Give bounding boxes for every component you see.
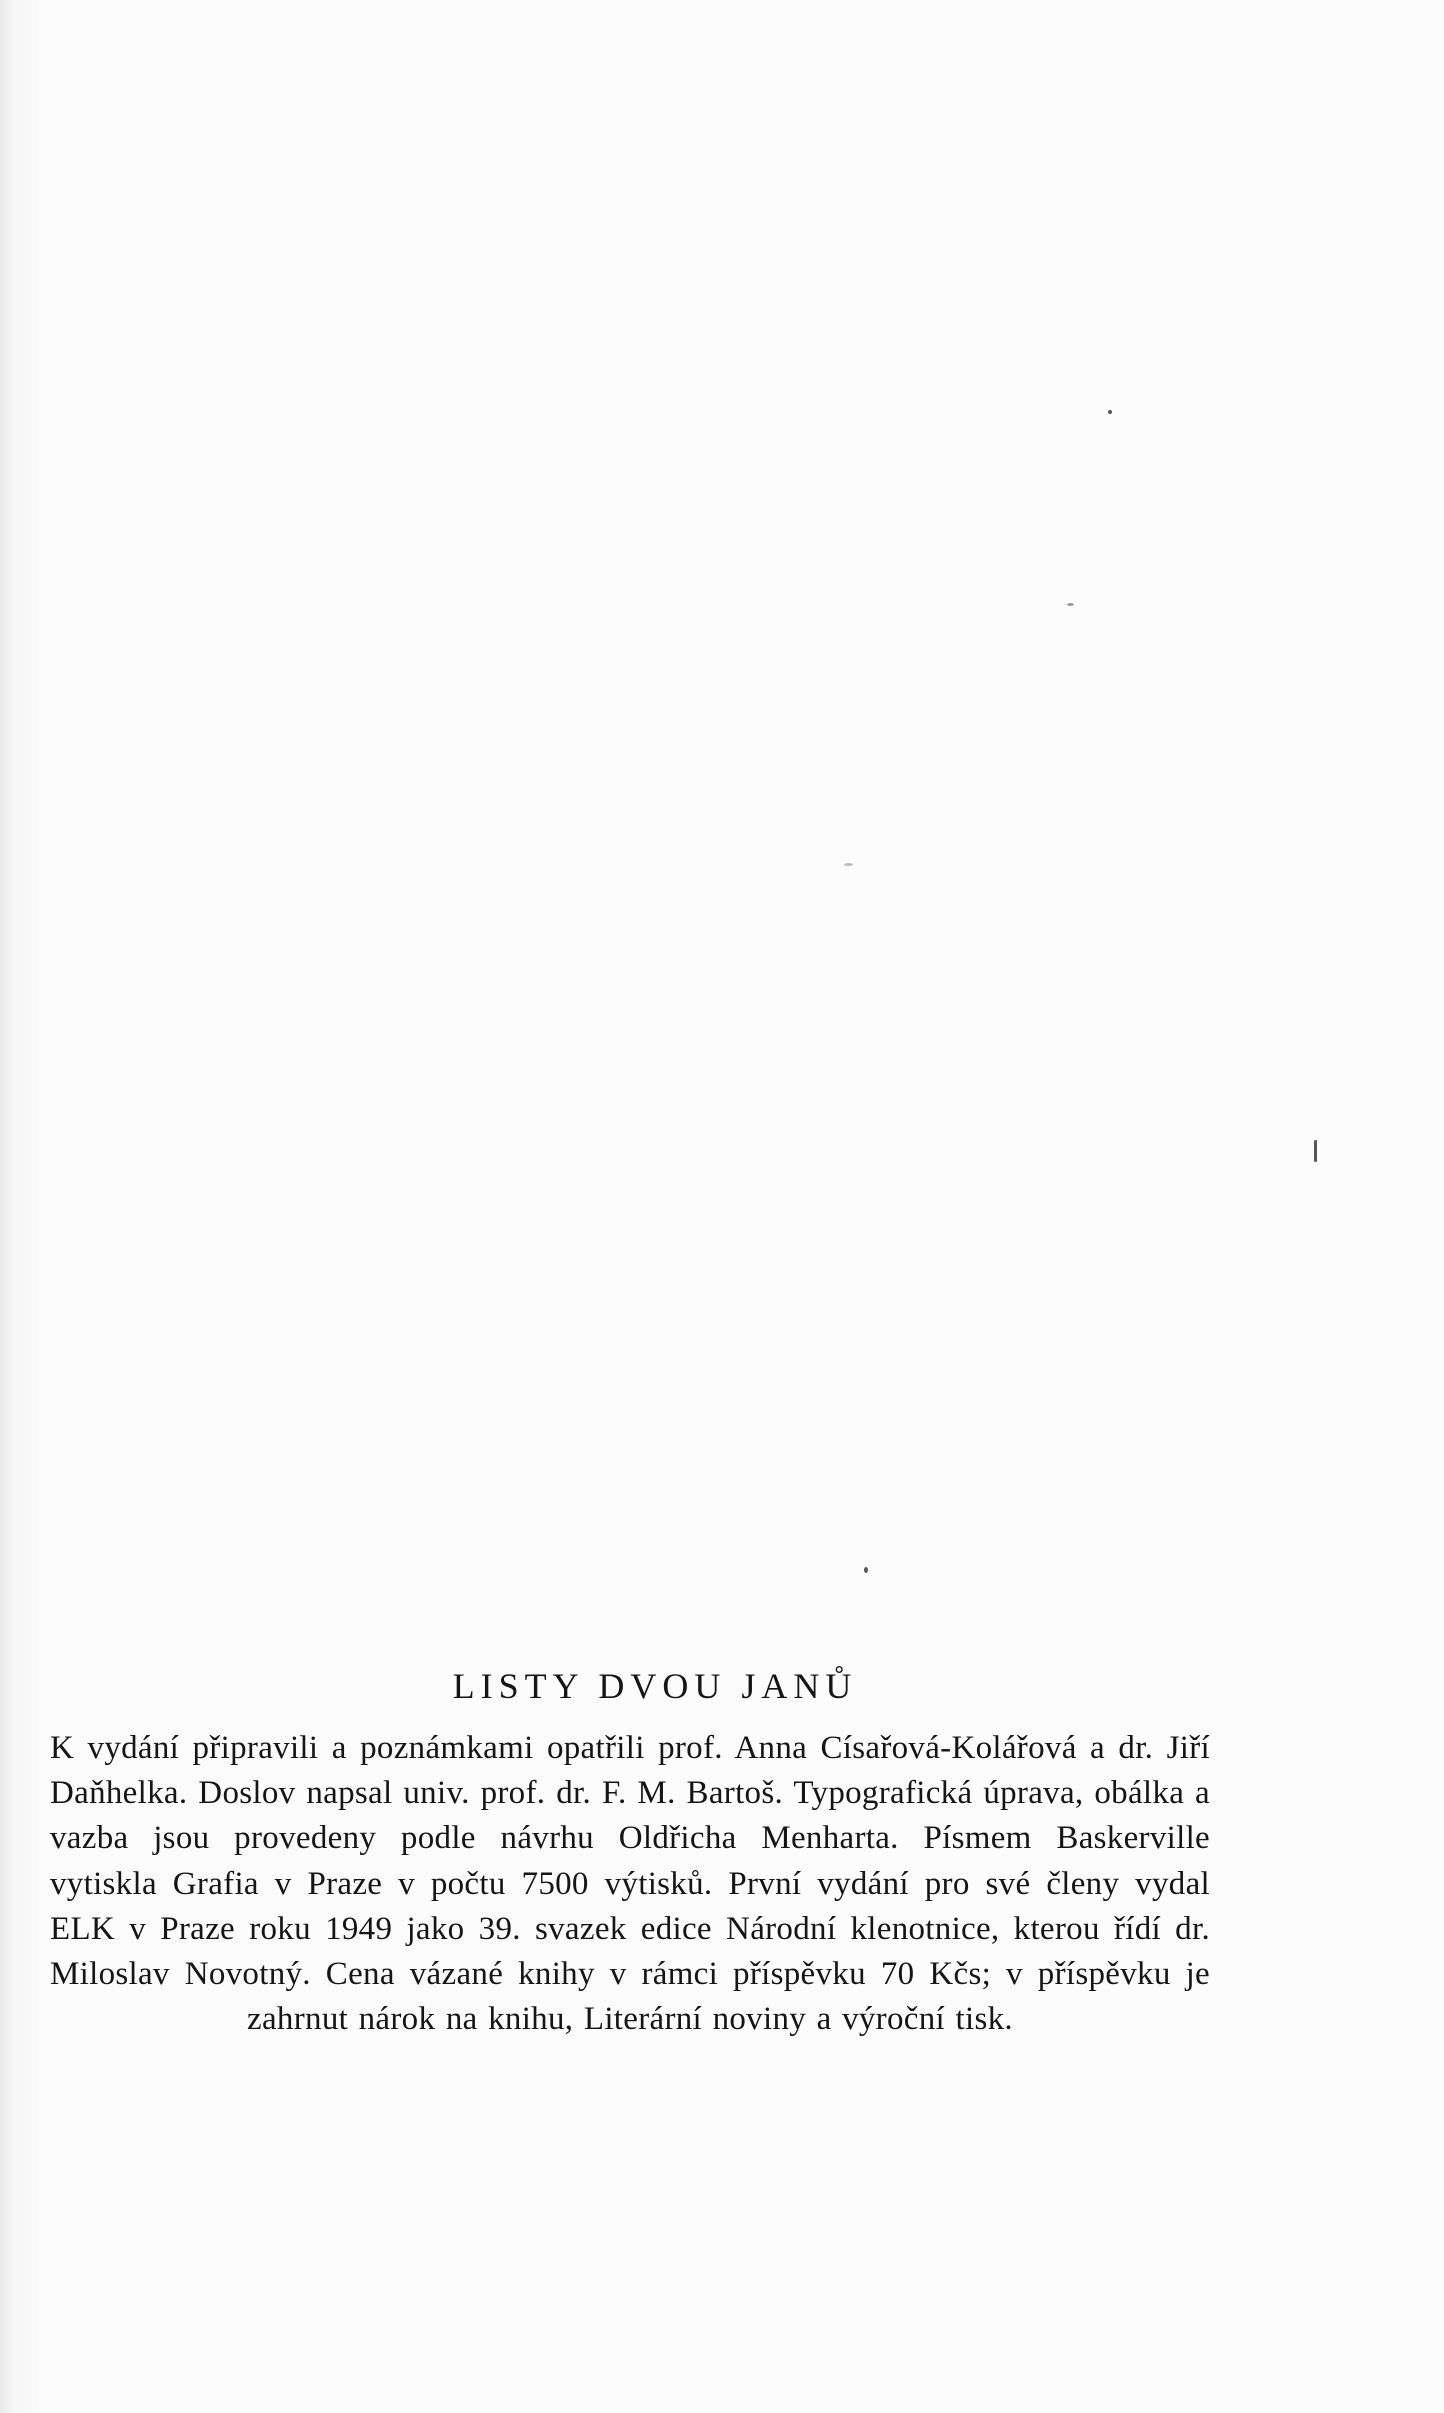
paper-speck (844, 863, 853, 866)
colophon (50, 1664, 1210, 2042)
book-title: LISTY DVOU JANŮ (452, 1666, 858, 1706)
paper-speck (1108, 410, 1112, 414)
paper-speck (1067, 603, 1074, 606)
paper-speck (864, 1567, 868, 1573)
paper-speck (1314, 1140, 1317, 1162)
colophon-text: K vydání připravili a poznámkami opatřili prof. Anna Císařová-Kolářová a dr. Jiří Daňhelka. Doslov napsal univ. prof. dr. F. M. Bartoš. Typografická úprava, obálka a vazba jsou provedeny podle návrhu Oldřicha Menharta. Písmem Baskerville vytiskla Grafia v Praze v počtu 7500 výtisků. První vydání pro své členy vydal ELK v Praze roku 1949 jako 39. svazek edice Národní klenotnice, kterou řídí dr. Miloslav Novotný. Cena vázané knihy v rámci příspěvku 70 Kčs; v příspěvku je zahrnut nárok na knihu, Literární noviny a výroční tisk. (50, 1730, 1210, 2038)
